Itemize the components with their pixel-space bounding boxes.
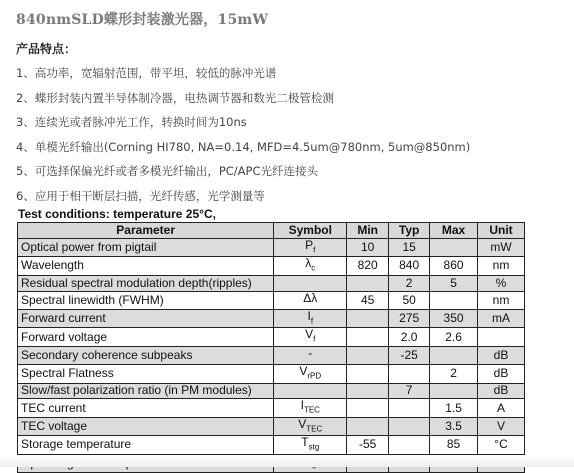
symbol-subscript: TEC [306, 424, 323, 434]
cell-symbol [274, 436, 347, 454]
cell-typ: -25 [389, 346, 430, 364]
header-typ: Typ [389, 223, 430, 239]
cell-unit: dB [478, 383, 525, 399]
header-unit: Unit [478, 223, 525, 239]
cell-min [347, 346, 389, 364]
cell-max: 350 [430, 309, 478, 327]
cell-symbol [274, 328, 347, 346]
cell-unit: dB [478, 365, 525, 383]
cell-max: 5 [430, 275, 478, 291]
symbol-main: V [305, 327, 314, 342]
cell-typ [389, 417, 430, 435]
table-row [18, 365, 525, 383]
cell-parameter: TEC current [18, 399, 274, 417]
cell-parameter: Optical power from pigtail [18, 238, 274, 256]
symbol-main: - [308, 345, 313, 360]
feature-item: 1、高功率，宽辐射范围，带平坦，较低的脉冲光谱 [16, 66, 277, 80]
header-parameter: Parameter [18, 223, 274, 239]
cell-parameter: Forward voltage [18, 328, 274, 346]
cell-parameter: Residual spectral modulation depth(ripples) [18, 275, 274, 291]
cell-max: 2.6 [430, 328, 478, 346]
cell-unit: A [478, 399, 525, 417]
cell-min: 820 [347, 257, 389, 275]
cell-max: 860 [430, 257, 478, 275]
table-row [18, 238, 525, 256]
table-row [18, 257, 525, 275]
symbol-main: P [305, 237, 314, 252]
test-conditions: Test conditions: temperature 25°C, [18, 207, 216, 221]
cell-min [347, 399, 389, 417]
table-row [18, 399, 525, 417]
symbol-subscript: stg [308, 442, 320, 452]
cell-min [347, 383, 389, 399]
header-min: Min [347, 223, 389, 239]
cell-min: -55 [347, 436, 389, 454]
feature-item: 6、应用于相干断层扫描，光纤传感，光学测量等 [16, 189, 265, 203]
cell-typ: 7 [389, 383, 430, 399]
table-row [18, 291, 525, 309]
symbol-subscript: f [313, 245, 316, 255]
header-symbol: Symbol [274, 223, 347, 239]
spec-table-container [17, 222, 525, 452]
cell-typ: 2.0 [389, 328, 430, 346]
symbol-subscript: TEC [303, 405, 320, 415]
symbol-main: T [301, 435, 309, 450]
cell-symbol [274, 399, 347, 417]
cell-unit: nm [478, 257, 525, 275]
cell-unit: % [478, 275, 525, 291]
spec-table [17, 222, 525, 473]
symbol-subscript: f [310, 316, 314, 326]
cell-unit: °C [478, 436, 525, 454]
cell-symbol [274, 346, 347, 364]
spec-table-header-row [18, 223, 525, 239]
table-row [18, 417, 525, 435]
feature-item: 4、单模光纤输出(Corning HI780, NA=0.14, MFD=4.5um@780nm, 5um@850nm) [16, 140, 471, 154]
cell-unit: mA [478, 309, 525, 327]
cell-parameter: Storage temperature [18, 436, 274, 454]
cell-typ: 2 [389, 275, 430, 291]
cell-max [430, 383, 478, 399]
cell-min [347, 417, 389, 435]
feature-item: 3、连续光或者脉冲光工作，转换时间为10ns [16, 115, 247, 129]
symbol-subscript: c [311, 263, 316, 273]
symbol-main: V [298, 416, 307, 431]
cell-min [347, 275, 389, 291]
cell-symbol [274, 291, 347, 309]
cell-unit: V [478, 417, 525, 435]
cell-max: 3.5 [430, 417, 478, 435]
spec-table-body [18, 238, 525, 472]
bottom-divider [0, 455, 574, 467]
table-row [18, 328, 525, 346]
cell-parameter: Spectral Flatness [18, 365, 274, 383]
cell-min [347, 365, 389, 383]
cell-min [347, 328, 389, 346]
table-row [18, 383, 525, 399]
cell-max [430, 291, 478, 309]
cell-parameter: Secondary coherence subpeaks [18, 346, 274, 364]
symbol-main: Δλ [303, 290, 318, 305]
symbol-main: I [307, 308, 311, 323]
cell-parameter: Spectral linewidth (FWHM) [18, 291, 274, 309]
cell-unit: nm [478, 291, 525, 309]
cell-symbol [274, 238, 347, 256]
page-title: 840nmSLD蝶形封装激光器，15mW [16, 12, 269, 28]
symbol-main: V [299, 364, 308, 379]
features-heading: 产品特点： [16, 42, 77, 56]
cell-typ: 15 [389, 238, 430, 256]
cell-max: 85 [430, 436, 478, 454]
cell-symbol [274, 309, 347, 327]
feature-item: 5、可选择保偏光纤或者多模光纤输出，PC/APC光纤连接头 [16, 164, 318, 178]
cell-symbol [274, 365, 347, 383]
cell-max: 2 [430, 365, 478, 383]
cell-max [430, 346, 478, 364]
table-row [18, 309, 525, 327]
cell-symbol [274, 257, 347, 275]
cell-unit: dB [478, 346, 525, 364]
cell-symbol [274, 383, 347, 399]
cell-parameter: TEC voltage [18, 417, 274, 435]
symbol-subscript: f [313, 334, 316, 344]
cell-symbol [274, 275, 347, 291]
cell-max: 1.5 [430, 399, 478, 417]
cell-max [430, 238, 478, 256]
symbol-subscript: rPD [307, 371, 322, 381]
symbol-main: I [300, 398, 304, 413]
table-row [18, 275, 525, 291]
symbol-main: λ [305, 256, 312, 271]
cell-typ [389, 436, 430, 454]
cell-min: 45 [347, 291, 389, 309]
table-row [18, 436, 525, 454]
cell-symbol [274, 417, 347, 435]
cell-unit [478, 328, 525, 346]
cell-min [347, 309, 389, 327]
cell-min: 10 [347, 238, 389, 256]
cell-typ: 275 [389, 309, 430, 327]
cell-parameter: Wavelength [18, 257, 274, 275]
cell-typ [389, 365, 430, 383]
header-max: Max [430, 223, 478, 239]
cell-typ: 840 [389, 257, 430, 275]
feature-item: 2、蝶形封装内置半导体制冷器，电热调节器和数光二极管检测 [16, 91, 334, 105]
cell-parameter: Forward current [18, 309, 274, 327]
cell-parameter: Slow/fast polarization ratio (in PM modules) [18, 383, 274, 399]
cell-typ [389, 399, 430, 417]
table-row [18, 346, 525, 364]
cell-typ: 50 [389, 291, 430, 309]
cell-unit: mW [478, 238, 525, 256]
